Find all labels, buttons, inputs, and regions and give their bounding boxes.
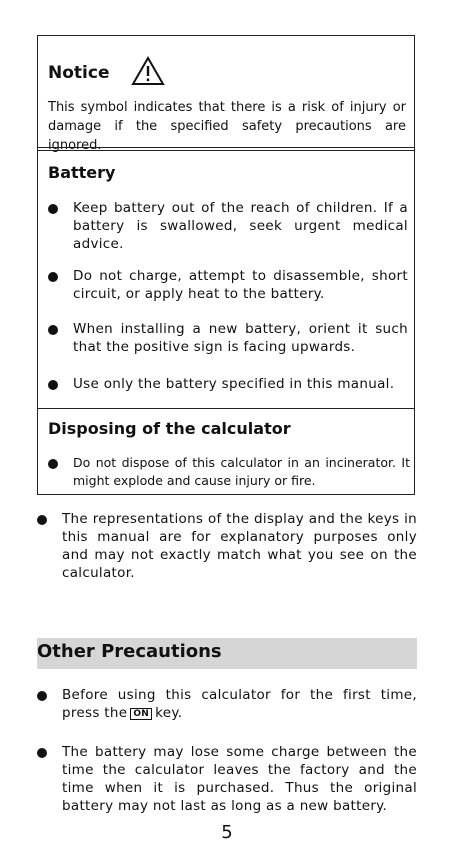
battery-item-text: Use only the battery specified in this manual. (73, 376, 395, 392)
notice-title: Notice (48, 63, 110, 83)
on-key-icon: ON (130, 708, 152, 720)
battery-item-text: When installing a new battery, orient it such that the positive sign is facing upwards. (73, 321, 408, 355)
list-item (48, 375, 408, 393)
notice-text: This symbol indicates that there is a risk of injury or damage if the specified safety precautions are ignored. (48, 100, 406, 153)
battery-item-text: Keep battery out of the reach of children. If a battery is swallowed, seek urgent medical advice. (73, 200, 408, 252)
safety-box (37, 35, 415, 495)
bullet-icon (48, 459, 58, 469)
section-divider (38, 150, 414, 151)
section-divider (38, 408, 414, 409)
other-precautions-header (37, 638, 417, 669)
list-item (37, 510, 417, 582)
precaution-item-text-end: key. (155, 705, 183, 721)
battery-item-text: Do not charge, attempt to disassemble, short circuit, or apply heat to the battery. (73, 268, 408, 302)
list-item (48, 267, 408, 303)
bullet-icon (37, 691, 47, 701)
precaution-item-text (62, 686, 417, 722)
list-item (48, 320, 408, 356)
representation-note: The representations of the display and the keys in this manual are for explanatory purposes only and may not exactly match what you see on the calculator. (62, 511, 417, 581)
list-item (48, 454, 410, 490)
bullet-icon (48, 380, 58, 390)
warning-triangle-icon (131, 56, 165, 90)
bullet-icon (48, 204, 58, 214)
precaution-item-text: The battery may lose some charge between the time the calculator leaves the factory and the time when it is purchased. Thus the original battery may not last as long as a new battery. (62, 744, 417, 814)
bullet-icon (37, 515, 47, 525)
bullet-icon (48, 272, 58, 282)
battery-title: Battery (48, 163, 116, 182)
other-precautions-title: Other Precautions (37, 641, 222, 662)
page-number: 5 (221, 822, 233, 843)
notice-header (48, 56, 165, 90)
bullet-icon (48, 325, 58, 335)
list-item (37, 743, 417, 815)
bullet-icon (37, 748, 47, 758)
section-divider (38, 147, 414, 148)
disposing-item-text: Do not dispose of this calculator in an incinerator. It might explode and cause injury or fire. (73, 455, 410, 488)
precaution-item-text-start: Before using this calculator for the first time, press the (62, 687, 417, 721)
list-item (48, 199, 408, 253)
disposing-title: Disposing of the calculator (48, 419, 291, 438)
list-item (37, 686, 417, 722)
